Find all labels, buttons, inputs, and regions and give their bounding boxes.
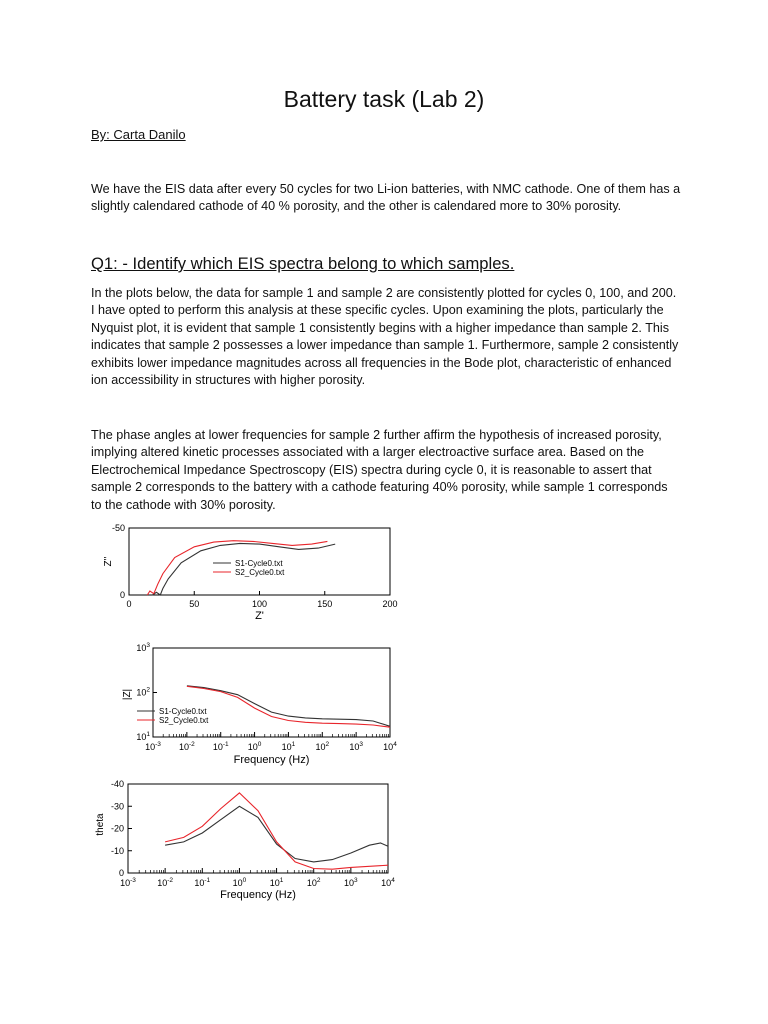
x-tick-label: 150 bbox=[317, 599, 333, 609]
plot-frame bbox=[128, 784, 388, 873]
series-line-2 bbox=[165, 793, 388, 869]
x-tick-label: 50 bbox=[189, 599, 200, 609]
q1-heading: Q1: - Identify which EIS spectra belong to which samples. bbox=[91, 254, 515, 273]
x-tick-label: 200 bbox=[382, 599, 398, 609]
x-axis-label: Frequency (Hz) bbox=[233, 754, 310, 766]
y-tick-label: -30 bbox=[110, 801, 124, 812]
x-tick-label: $10^{-2}$ bbox=[178, 741, 195, 752]
x-tick-label: $10^1$ bbox=[281, 741, 296, 752]
intro-paragraph: We have the EIS data after every 50 cycles for two Li-ion batteries, with NMC cathode. One of them has a slightly calendared cathode of 40 % porosity, and the other is calendared more to 30% porosity. bbox=[91, 182, 681, 214]
legend-label-2: S2_Cycle0.txt bbox=[235, 568, 285, 577]
bode-phase-chart bbox=[95, 779, 395, 901]
nyquist-chart bbox=[103, 523, 398, 622]
x-tick-label: $10^4$ bbox=[383, 741, 397, 752]
y-axis-label: |Z| bbox=[122, 688, 133, 701]
x-tick-label: $10^{-1}$ bbox=[212, 741, 229, 752]
x-tick-label: 0 bbox=[126, 599, 132, 609]
y-tick-label: $10^3$ bbox=[136, 642, 150, 653]
x-tick-label: $10^{-2}$ bbox=[157, 877, 174, 888]
y-axis-label: theta bbox=[95, 813, 106, 836]
x-axis-label: Frequency (Hz) bbox=[220, 889, 296, 901]
series-line-1 bbox=[165, 806, 388, 862]
x-tick-label: $10^{-3}$ bbox=[120, 877, 136, 888]
y-tick-label: $10^2$ bbox=[136, 686, 150, 698]
x-axis-label: Z' bbox=[255, 610, 264, 622]
x-tick-label: $10^3$ bbox=[349, 741, 363, 752]
y-tick-label: 0 bbox=[118, 868, 124, 878]
document-title: Battery task (Lab 2) bbox=[283, 86, 485, 112]
analysis-paragraph-1: In the plots below, the data for sample 1 and sample 2 are consistently plotted for cycles 0, 100, and 200. I have opted to perform this analysis at these specific cycles. Upon examining the plots, particularly the Nyquist plot, it is evident that sample 1 consistently begins with a higher impedance than sample 2. This indicates that sample 2 possesses a lower impedance than sample 1. Furthermore, sample 2 consistently exhibits lower impedance magnitudes across all frequencies in the Bode plot, characteristic of enhanced ion accessibility in structures with higher porosity. bbox=[91, 286, 679, 388]
x-tick-label: $10^{-1}$ bbox=[194, 877, 211, 888]
x-tick-label: $10^2$ bbox=[315, 741, 330, 752]
y-tick-label: -10 bbox=[110, 845, 124, 856]
analysis-paragraph-2: The phase angles at lower frequencies for sample 2 further affirm the hypothesis of increased porosity, implying altered kinetic processes associated with a larger electroactive surface area. Based on the Electrochemical Impedance Spectroscopy (EIS) spectra during cycle 0, it is reasonable to assert that sample 2 corresponds to the battery with a cathode featuring 40% porosity, while sample 1 corresponds to the cathode with 30% porosity. bbox=[91, 428, 668, 512]
legend-label-1: S1-Cycle0.txt bbox=[159, 707, 207, 716]
y-tick-label: -40 bbox=[110, 779, 124, 789]
y-tick-label: $10^1$ bbox=[136, 731, 150, 742]
x-tick-label: $10^4$ bbox=[381, 877, 395, 888]
legend-label-2: S2_Cycle0.txt bbox=[159, 716, 209, 725]
x-tick-label: $10^1$ bbox=[269, 877, 284, 888]
x-tick-label: 100 bbox=[251, 599, 268, 609]
series-line-2 bbox=[187, 686, 390, 727]
x-tick-label: $10^3$ bbox=[344, 877, 358, 888]
author-byline: By: Carta Danilo bbox=[91, 127, 186, 142]
y-axis-label: Z'' bbox=[103, 556, 114, 567]
y-tick-label: -20 bbox=[110, 823, 124, 834]
y-tick-label: -50 bbox=[111, 523, 125, 533]
x-tick-label: $10^2$ bbox=[306, 877, 321, 888]
x-tick-label: $10^0$ bbox=[247, 741, 262, 752]
x-tick-label: $10^{-3}$ bbox=[145, 741, 161, 752]
x-tick-label: $10^0$ bbox=[232, 877, 247, 888]
y-tick-label: 0 bbox=[119, 590, 125, 600]
legend-label-1: S1-Cycle0.txt bbox=[235, 559, 283, 568]
bode-magnitude-chart bbox=[122, 642, 397, 766]
